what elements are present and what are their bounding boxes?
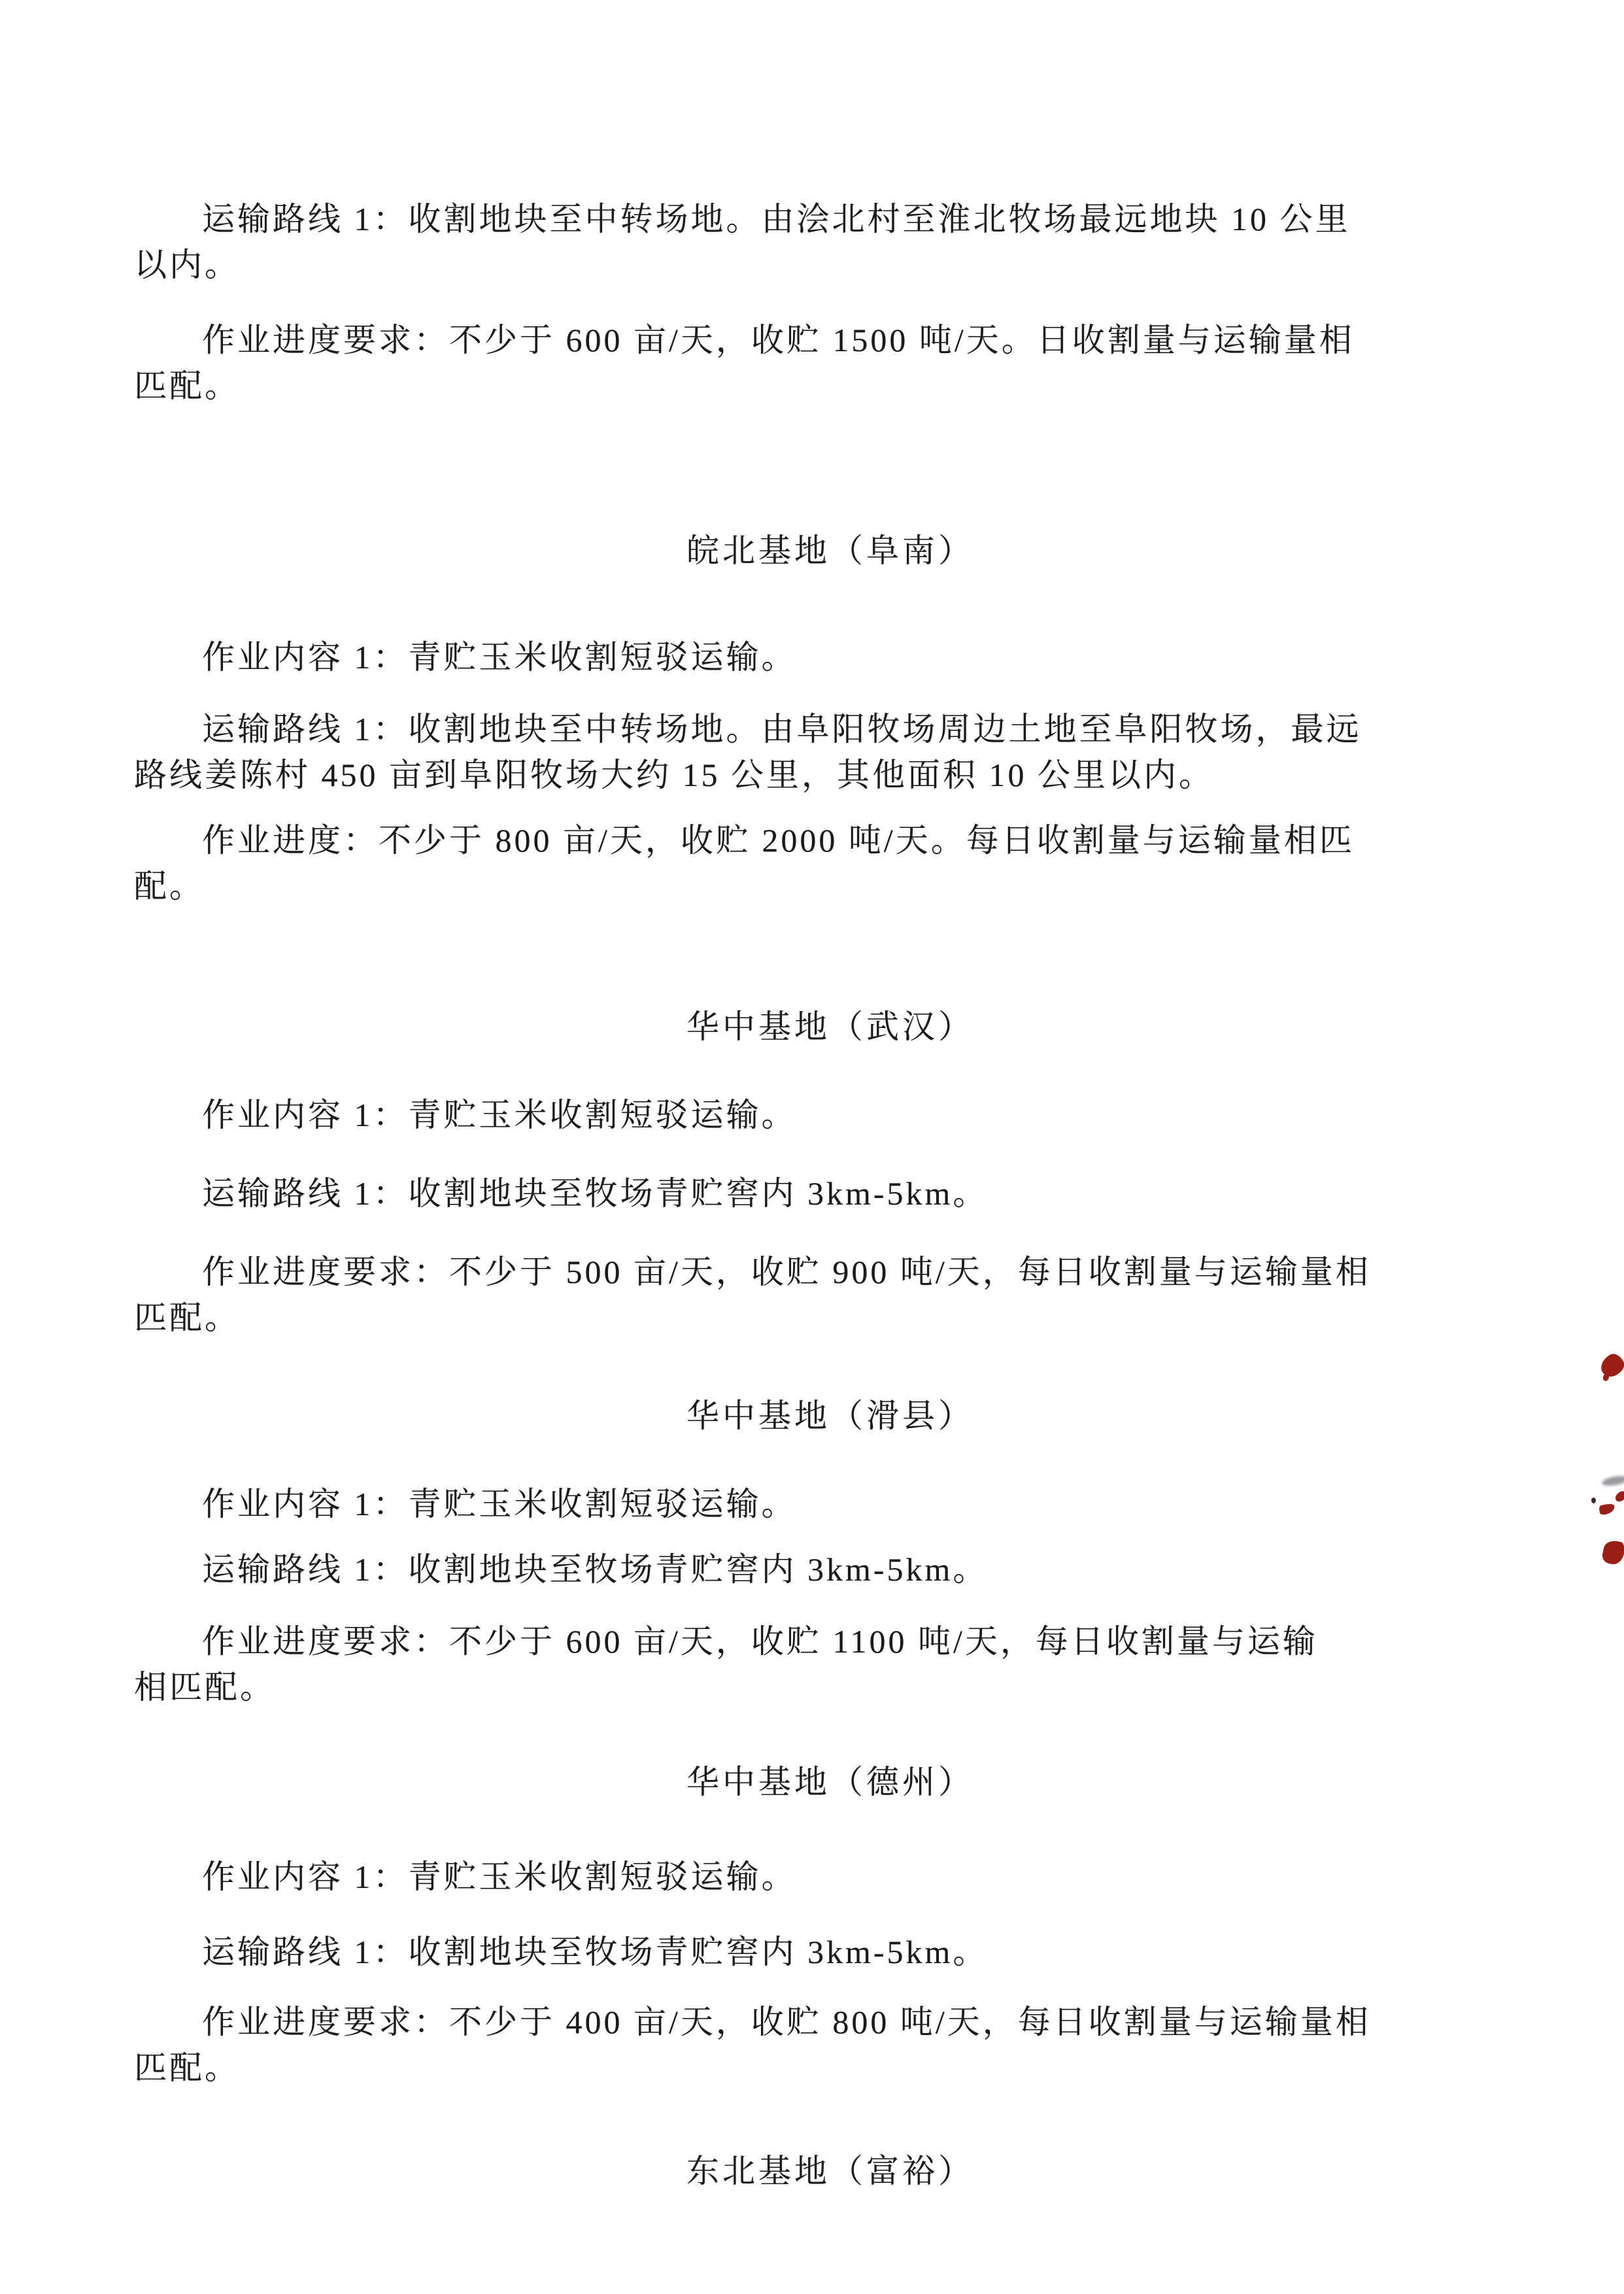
paragraph-line: 作业进度要求：不少于 600 亩/天，收贮 1500 吨/天。日收割量与运输量相 — [202, 322, 1355, 358]
paragraph-line: 作业进度：不少于 800 亩/天，收贮 2000 吨/天。每日收割量与运输量相匹 — [202, 822, 1355, 859]
paragraph-line: 配。 — [134, 868, 205, 904]
red-ink-mark — [1597, 1350, 1624, 1380]
heading-huazhong-wuhan: 华中基地（武汉） — [686, 1008, 974, 1045]
paragraph-line: 运输路线 1：收割地块至中转场地。由阜阳牧场周边土地至阜阳牧场，最远 — [202, 711, 1362, 747]
paragraph-line: 匹配。 — [134, 1299, 240, 1336]
paragraph-line: 作业进度要求：不少于 500 亩/天，收贮 900 吨/天，每日收割量与运输量相 — [202, 1254, 1371, 1290]
paragraph-line: 作业内容 1：青贮玉米收割短驳运输。 — [202, 1097, 797, 1133]
red-ink-mark — [1614, 1490, 1624, 1503]
paragraph-line: 作业进度要求：不少于 600 亩/天，收贮 1100 吨/天，每日收割量与运输 — [202, 1623, 1318, 1660]
heading-huazhong-huaxian: 华中基地（滑县） — [686, 1397, 974, 1434]
paragraph-line: 运输路线 1：收割地块至牧场青贮窖内 3km-5km。 — [202, 1551, 989, 1588]
pencil-smudge — [1601, 1475, 1624, 1488]
paragraph-line: 路线姜陈村 450 亩到阜阳牧场大约 15 公里，其他面积 10 公里以内。 — [134, 757, 1214, 793]
ink-dot — [1591, 1498, 1596, 1503]
paragraph-line: 运输路线 1：收割地块至牧场青贮窖内 3km-5km。 — [202, 1934, 989, 1970]
paragraph-line: 以内。 — [134, 247, 240, 283]
paragraph-line: 作业内容 1：青贮玉米收割短驳运输。 — [202, 639, 797, 676]
red-ink-mark — [1598, 1502, 1616, 1516]
heading-wanbei-funan: 皖北基地（阜南） — [686, 532, 974, 569]
heading-dongbei-fuyu: 东北基地（富裕） — [686, 2153, 974, 2189]
paragraph-line: 匹配。 — [134, 368, 240, 404]
paragraph-line: 作业进度要求：不少于 400 亩/天，收贮 800 吨/天，每日收割量与运输量相 — [202, 2004, 1371, 2040]
red-ink-mark — [1601, 1539, 1624, 1566]
paragraph-line: 运输路线 1：收割地块至中转场地。由浍北村至淮北牧场最远地块 10 公里 — [202, 201, 1351, 237]
paragraph-line: 作业内容 1：青贮玉米收割短驳运输。 — [202, 1858, 797, 1895]
paragraph-line: 作业内容 1：青贮玉米收割短驳运输。 — [202, 1486, 797, 1522]
paragraph-line: 匹配。 — [134, 2049, 240, 2086]
paragraph-line: 运输路线 1：收割地块至牧场青贮窖内 3km-5km。 — [202, 1175, 989, 1212]
heading-huazhong-dezhou: 华中基地（德州） — [686, 1764, 974, 1800]
paragraph-line: 相匹配。 — [134, 1669, 275, 1705]
